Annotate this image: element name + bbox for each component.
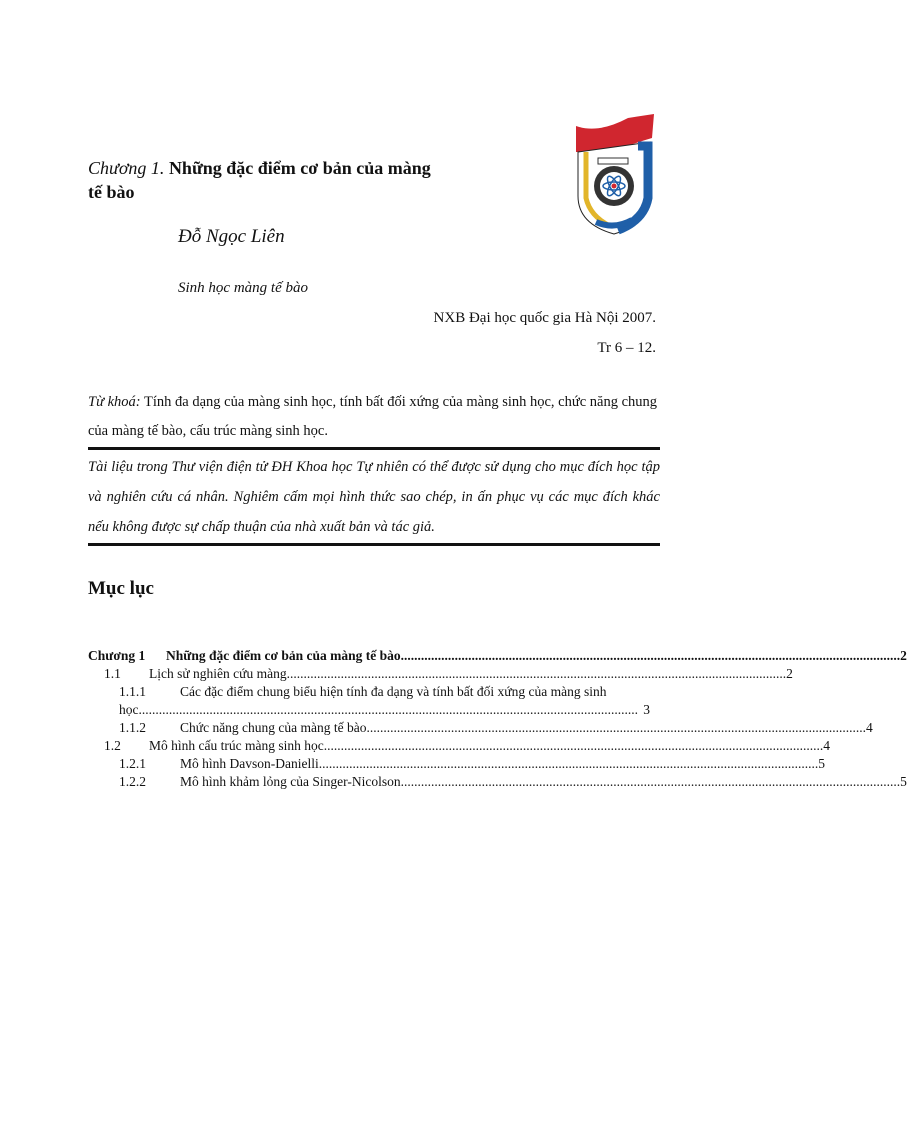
toc-entry-label: Mô hình Davson-Danielli (180, 756, 319, 771)
chapter-name: Những đặc điểm cơ bản của màng tế bào (88, 158, 431, 202)
toc-entry-number: 1.1.2 (119, 720, 146, 735)
toc-entry-number: 1.1 (104, 666, 121, 681)
toc-entry[interactable] (88, 719, 873, 737)
university-logo (568, 112, 660, 236)
copyright-notice: Tài liệu trong Thư viện điện tử ĐH Khoa học Tự nhiên có thể được sử dụng cho mục đích học tập và nghiên cứu cá nhân. Nghiêm cấm mọi hình thức sao chép, in ấn phục vụ các mục đích khác nếu không được sự chấp thuận của nhà xuất bản và tác giả. (88, 459, 660, 535)
publisher-info: NXB Đại học quốc gia Hà Nội 2007. (433, 310, 656, 326)
toc-entry-number: 1.2.1 (119, 756, 146, 771)
toc-entry-number: Chương 1 (88, 648, 146, 663)
toc-entry-page: 5 (900, 774, 907, 789)
chapter-title (88, 156, 448, 204)
toc-entry[interactable] (88, 773, 907, 791)
toc-entry-continuation[interactable] (88, 701, 650, 719)
toc-leader: .................................................................................................................................................... (318, 756, 819, 771)
toc-entry-label: Chức năng chung của màng tế bào (180, 720, 367, 735)
keywords-label: Từ khoá: (88, 394, 141, 410)
toc-entry-label: Lịch sử nghiên cứu màng (149, 666, 287, 681)
toc-entry-label-continued: học (119, 702, 139, 717)
toc-entry[interactable] (88, 755, 825, 773)
book-title: Sinh học màng tế bào (178, 280, 308, 296)
university-emblem-icon (568, 112, 660, 236)
keywords-paragraph (88, 388, 658, 446)
toc-entry-number: 1.1.1 (119, 684, 146, 699)
toc-leader: .................................................................................................................................................... (286, 666, 787, 681)
table-of-contents (88, 647, 907, 791)
notice-bottom-rule (88, 543, 660, 546)
author-name: Đỗ Ngọc Liên (178, 226, 285, 247)
toc-leader: .................................................................................................................................................... (366, 720, 867, 735)
toc-leader: .................................................................................................................................................... (138, 702, 638, 717)
toc-entry-page: 2 (900, 648, 907, 663)
toc-entry-page: 4 (866, 720, 873, 735)
toc-entry-page: 3 (643, 702, 650, 717)
toc-entry-page: 5 (818, 756, 825, 771)
toc-entry[interactable] (88, 737, 830, 755)
toc-entry-number: 1.2.2 (119, 774, 146, 789)
toc-leader: .................................................................................................................................................... (323, 738, 824, 753)
toc-entry[interactable] (88, 665, 793, 683)
chapter-number: Chương 1. (88, 158, 165, 178)
toc-leader: .................................................................................................................................................... (400, 648, 901, 663)
toc-entry-page: 2 (786, 666, 793, 681)
keywords-text: Tính đa dạng của màng sinh học, tính bất đối xứng của màng sinh học, chức năng chung của màng tế bào, cấu trúc màng sinh học. (88, 394, 658, 439)
toc-leader: .................................................................................................................................................... (400, 774, 901, 789)
toc-entry-number: 1.2 (104, 738, 121, 753)
notice-top-rule (88, 447, 660, 450)
toc-entry-page: 4 (823, 738, 830, 753)
toc-heading: Mục lục (88, 578, 154, 599)
toc-entry-label: Mô hình cấu trúc màng sinh học (149, 738, 324, 753)
page-range: Tr 6 – 12. (597, 340, 656, 356)
toc-entry[interactable] (88, 647, 907, 665)
toc-entry-label: Mô hình khảm lỏng của Singer-Nicolson (180, 774, 401, 789)
toc-entry[interactable] (88, 683, 650, 701)
toc-entry-label: Các đặc điểm chung biểu hiện tính đa dạng và tính bất đối xứng của màng sinh (180, 684, 607, 699)
toc-entry-label: Những đặc điểm cơ bản của màng tế bào (166, 648, 401, 663)
